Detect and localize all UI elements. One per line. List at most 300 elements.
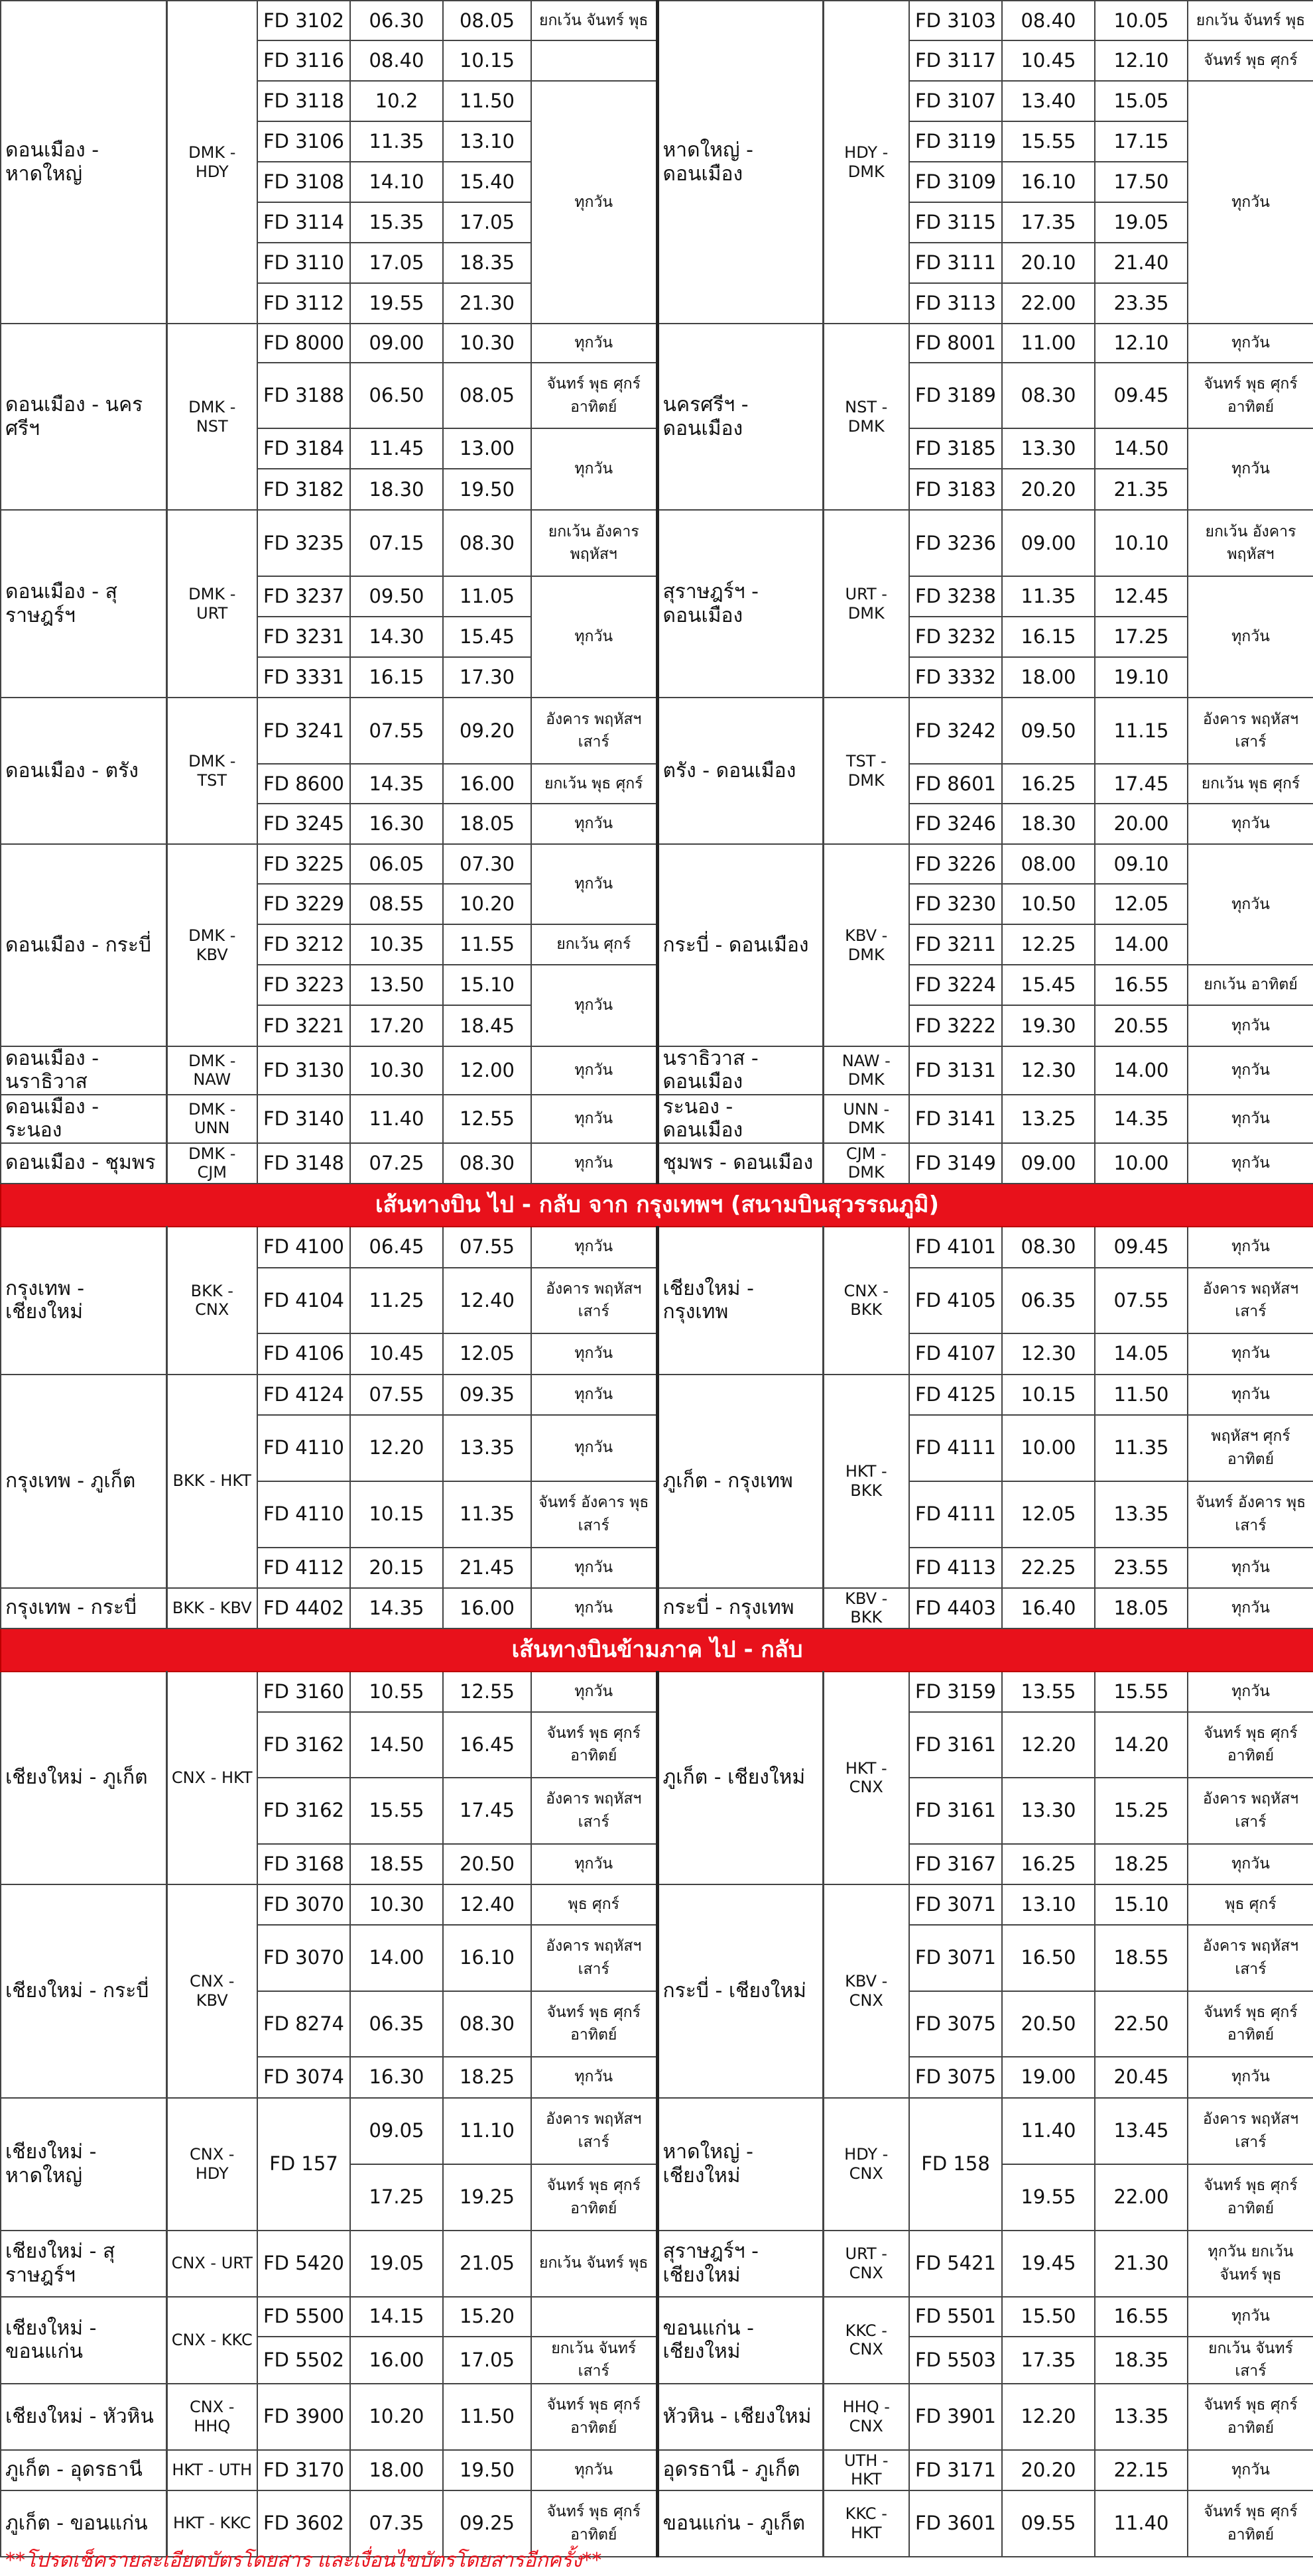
return-airport-codes: TST - DMK bbox=[823, 698, 909, 844]
return-route: เชียงใหม่ - กรุงเทพ bbox=[657, 1227, 823, 1375]
schedule-row bbox=[1, 1227, 1313, 1268]
schedule-row bbox=[1, 844, 1313, 884]
arrival-time: 08.05 bbox=[443, 363, 531, 428]
section-header: เส้นทางบิน ไป - กลับ จาก กรุงเทพฯ (สนามบินสุวรรณภูมิ) bbox=[1, 1184, 1313, 1227]
departure-time: 13.30 bbox=[1002, 1778, 1095, 1844]
outbound-route: ดอนเมือง - ระนอง bbox=[1, 1095, 166, 1143]
arrival-time: 07.55 bbox=[443, 1227, 531, 1268]
return-route: กระบี่ - ดอนเมือง bbox=[657, 844, 823, 1046]
outbound-route: กรุงเทพ - ภูเก็ต bbox=[1, 1375, 166, 1588]
arrival-time: 20.50 bbox=[443, 1844, 531, 1884]
departure-time: 20.20 bbox=[1002, 469, 1095, 510]
arrival-time: 22.00 bbox=[1095, 2164, 1188, 2231]
departure-time: 20.15 bbox=[350, 1548, 443, 1588]
departure-time: 17.35 bbox=[1002, 202, 1095, 243]
flight-number: FD 4113 bbox=[909, 1548, 1002, 1588]
operating-days: ทุกวัน bbox=[531, 1415, 657, 1481]
flight-number: FD 3141 bbox=[909, 1095, 1002, 1143]
departure-time: 16.25 bbox=[1002, 1844, 1095, 1884]
outbound-airport-codes: CNX - KKC bbox=[166, 2297, 257, 2384]
departure-time: 08.40 bbox=[350, 40, 443, 81]
departure-time: 07.25 bbox=[350, 1143, 443, 1184]
ticket-note: **โปรดเช็ครายละเอียดบัตรโดยสาร และเงื่อนไขบัตรโดยสารอีกครั้ง** bbox=[5, 2549, 602, 2572]
arrival-time: 11.10 bbox=[443, 2098, 531, 2164]
outbound-airport-codes: DMK - HDY bbox=[166, 1, 257, 324]
flight-number: FD 4111 bbox=[909, 1415, 1002, 1481]
return-airport-codes: KBV - BKK bbox=[823, 1588, 909, 1628]
arrival-time: 13.10 bbox=[443, 121, 531, 162]
departure-time: 07.35 bbox=[350, 2490, 443, 2557]
arrival-time: 17.15 bbox=[1095, 121, 1188, 162]
arrival-time: 14.00 bbox=[1095, 1046, 1188, 1095]
flight-number: FD 3171 bbox=[909, 2450, 1002, 2490]
operating-days: ทุกวัน bbox=[531, 844, 657, 924]
departure-time: 15.50 bbox=[1002, 2297, 1095, 2337]
arrival-time: 11.15 bbox=[1095, 698, 1188, 764]
arrival-time: 10.05 bbox=[1095, 1, 1188, 40]
arrival-time: 15.05 bbox=[1095, 81, 1188, 121]
return-airport-codes: HHQ - CNX bbox=[823, 2384, 909, 2450]
departure-time: 14.35 bbox=[350, 1588, 443, 1628]
flight-number: FD 4101 bbox=[909, 1227, 1002, 1268]
departure-time: 09.00 bbox=[1002, 1143, 1095, 1184]
operating-days: ทุกวัน bbox=[1188, 1143, 1313, 1184]
operating-days: ทุกวัน bbox=[1188, 1672, 1313, 1712]
arrival-time: 10.30 bbox=[443, 324, 531, 363]
outbound-route: เชียงใหม่ - กระบี่ bbox=[1, 1884, 166, 2098]
departure-time: 18.30 bbox=[350, 469, 443, 510]
flight-number: FD 4402 bbox=[257, 1588, 350, 1628]
operating-days: ยกเว้น จันทร์ เสาร์ bbox=[531, 2337, 657, 2384]
return-route: หาดใหญ่ - ดอนเมือง bbox=[657, 1, 823, 324]
return-route: สุราษฎร์ฯ - ดอนเมือง bbox=[657, 510, 823, 698]
arrival-time: 12.40 bbox=[443, 1884, 531, 1925]
arrival-time: 12.55 bbox=[443, 1672, 531, 1712]
arrival-time: 18.55 bbox=[1095, 1925, 1188, 1991]
arrival-time: 12.10 bbox=[1095, 324, 1188, 363]
operating-days: จันทร์ พุธ ศุกร์ อาทิตย์ bbox=[531, 363, 657, 428]
departure-time: 13.55 bbox=[1002, 1672, 1095, 1712]
flight-number: FD 3148 bbox=[257, 1143, 350, 1184]
arrival-time: 21.40 bbox=[1095, 243, 1188, 283]
flight-number: FD 3237 bbox=[257, 576, 350, 617]
operating-days: ทุกวัน bbox=[531, 1333, 657, 1375]
arrival-time: 21.30 bbox=[1095, 2231, 1188, 2297]
departure-time: 20.20 bbox=[1002, 2450, 1095, 2490]
operating-days: จันทร์ พุธ ศุกร์ อาทิตย์ bbox=[1188, 2164, 1313, 2231]
departure-time: 18.55 bbox=[350, 1844, 443, 1884]
arrival-time: 12.00 bbox=[443, 1046, 531, 1095]
operating-days: จันทร์ พุธ ศุกร์ อาทิตย์ bbox=[531, 2164, 657, 2231]
return-route: อุดรธานี - ภูเก็ต bbox=[657, 2450, 823, 2490]
departure-time: 10.55 bbox=[350, 1672, 443, 1712]
flight-number: FD 3074 bbox=[257, 2057, 350, 2098]
flight-number: FD 3070 bbox=[257, 1884, 350, 1925]
outbound-route: ดอนเมือง - หาดใหญ่ bbox=[1, 1, 166, 324]
arrival-time: 23.35 bbox=[1095, 283, 1188, 324]
schedule-row bbox=[1, 1672, 1313, 1712]
operating-days: อังคาร พฤหัสฯ เสาร์ bbox=[1188, 2098, 1313, 2164]
arrival-time: 15.55 bbox=[1095, 1672, 1188, 1712]
flight-number: FD 3108 bbox=[257, 162, 350, 202]
departure-time: 16.15 bbox=[1002, 617, 1095, 657]
outbound-airport-codes: HKT - UTH bbox=[166, 2450, 257, 2490]
flight-number: FD 3162 bbox=[257, 1778, 350, 1844]
flight-number: FD 3118 bbox=[257, 81, 350, 121]
departure-time: 11.25 bbox=[350, 1268, 443, 1333]
outbound-airport-codes: DMK - UNN bbox=[166, 1095, 257, 1143]
flight-number: FD 3170 bbox=[257, 2450, 350, 2490]
outbound-route: เชียงใหม่ - ภูเก็ต bbox=[1, 1672, 166, 1884]
departure-time: 11.35 bbox=[350, 121, 443, 162]
arrival-time: 08.05 bbox=[443, 1, 531, 40]
flight-number: FD 3070 bbox=[257, 1925, 350, 1991]
flight-number: FD 3109 bbox=[909, 162, 1002, 202]
operating-days: ทุกวัน bbox=[1188, 1844, 1313, 1884]
arrival-time: 21.05 bbox=[443, 2231, 531, 2297]
departure-time: 16.50 bbox=[1002, 1925, 1095, 1991]
schedule-row bbox=[1, 2384, 1313, 2450]
outbound-airport-codes: DMK - KBV bbox=[166, 844, 257, 1046]
arrival-time: 22.15 bbox=[1095, 2450, 1188, 2490]
outbound-route: กรุงเทพ - กระบี่ bbox=[1, 1588, 166, 1628]
departure-time: 10.30 bbox=[350, 1046, 443, 1095]
arrival-time: 21.45 bbox=[443, 1548, 531, 1588]
arrival-time: 17.50 bbox=[1095, 162, 1188, 202]
flight-number: FD 3149 bbox=[909, 1143, 1002, 1184]
departure-time: 12.30 bbox=[1002, 1333, 1095, 1375]
operating-days: ทุกวัน bbox=[1188, 2450, 1313, 2490]
flight-number: FD 3140 bbox=[257, 1095, 350, 1143]
flight-number: FD 3185 bbox=[909, 428, 1002, 469]
flight-number: FD 3117 bbox=[909, 40, 1002, 81]
outbound-airport-codes: CNX - HHQ bbox=[166, 2384, 257, 2450]
arrival-time: 18.35 bbox=[443, 243, 531, 283]
departure-time: 14.35 bbox=[350, 764, 443, 804]
departure-time: 19.55 bbox=[1002, 2164, 1095, 2231]
schedule-row bbox=[1, 510, 1313, 576]
operating-days: ทุกวัน bbox=[1188, 844, 1313, 965]
section-header: เส้นทางบินข้ามภาค ไป - กลับ bbox=[1, 1628, 1313, 1672]
flight-number: FD 3236 bbox=[909, 510, 1002, 576]
departure-time: 20.50 bbox=[1002, 1991, 1095, 2057]
departure-time: 07.55 bbox=[350, 698, 443, 764]
operating-days: ทุกวัน bbox=[531, 965, 657, 1046]
operating-days: ยกเว้น จันทร์ พุธ bbox=[531, 1, 657, 40]
arrival-time: 12.40 bbox=[443, 1268, 531, 1333]
departure-time: 08.30 bbox=[1002, 363, 1095, 428]
departure-time: 08.00 bbox=[1002, 844, 1095, 884]
arrival-time: 23.55 bbox=[1095, 1548, 1188, 1588]
operating-days: ทุกวัน bbox=[1188, 576, 1313, 698]
departure-time: 10.15 bbox=[350, 1481, 443, 1548]
flight-number: FD 3189 bbox=[909, 363, 1002, 428]
arrival-time: 19.10 bbox=[1095, 657, 1188, 698]
flight-number: FD 4107 bbox=[909, 1333, 1002, 1375]
arrival-time: 11.40 bbox=[1095, 2490, 1188, 2557]
flight-number: FD 3225 bbox=[257, 844, 350, 884]
arrival-time: 13.35 bbox=[1095, 1481, 1188, 1548]
outbound-route: ดอนเมือง - ตรัง bbox=[1, 698, 166, 844]
flight-number: FD 4111 bbox=[909, 1481, 1002, 1548]
arrival-time: 10.10 bbox=[1095, 510, 1188, 576]
return-airport-codes: CJM - DMK bbox=[823, 1143, 909, 1184]
arrival-time: 09.35 bbox=[443, 1375, 531, 1415]
arrival-time: 18.05 bbox=[443, 804, 531, 844]
operating-days: ทุกวัน bbox=[1188, 1333, 1313, 1375]
arrival-time: 14.20 bbox=[1095, 1712, 1188, 1778]
departure-time: 16.10 bbox=[1002, 162, 1095, 202]
departure-time: 10.45 bbox=[1002, 40, 1095, 81]
flight-number: FD 3130 bbox=[257, 1046, 350, 1095]
flight-number: FD 3116 bbox=[257, 40, 350, 81]
flight-number: FD 4110 bbox=[257, 1415, 350, 1481]
flight-number: FD 3075 bbox=[909, 2057, 1002, 2098]
arrival-time: 15.45 bbox=[443, 617, 531, 657]
arrival-time: 18.25 bbox=[443, 2057, 531, 2098]
operating-days: ทุกวัน bbox=[1188, 2057, 1313, 2098]
departure-time: 19.30 bbox=[1002, 1005, 1095, 1046]
outbound-airport-codes: DMK - NAW bbox=[166, 1046, 257, 1095]
operating-days: อังคาร พฤหัสฯ เสาร์ bbox=[1188, 1778, 1313, 1844]
departure-time: 13.30 bbox=[1002, 428, 1095, 469]
schedule-row bbox=[1, 1, 1313, 40]
arrival-time: 19.05 bbox=[1095, 202, 1188, 243]
departure-time: 18.30 bbox=[1002, 804, 1095, 844]
departure-time: 19.05 bbox=[350, 2231, 443, 2297]
schedule-row bbox=[1, 324, 1313, 363]
schedule-row bbox=[1, 1375, 1313, 1415]
operating-days: ทุกวัน bbox=[531, 1844, 657, 1884]
arrival-time: 15.10 bbox=[443, 965, 531, 1005]
flight-number: FD 8001 bbox=[909, 324, 1002, 363]
flight-number: FD 3602 bbox=[257, 2490, 350, 2557]
arrival-time: 09.25 bbox=[443, 2490, 531, 2557]
operating-days: อังคาร พฤหัสฯ เสาร์ bbox=[531, 1925, 657, 1991]
departure-time: 13.10 bbox=[1002, 1884, 1095, 1925]
flight-number: FD 3331 bbox=[257, 657, 350, 698]
flight-number: FD 3238 bbox=[909, 576, 1002, 617]
return-route: ขอนแก่น - เชียงใหม่ bbox=[657, 2297, 823, 2384]
operating-days: ทุกวัน bbox=[531, 2450, 657, 2490]
outbound-airport-codes: BKK - CNX bbox=[166, 1227, 257, 1375]
arrival-time: 15.10 bbox=[1095, 1884, 1188, 1925]
departure-time: 09.00 bbox=[350, 324, 443, 363]
arrival-time: 16.45 bbox=[443, 1712, 531, 1778]
arrival-time: 09.20 bbox=[443, 698, 531, 764]
arrival-time: 14.05 bbox=[1095, 1333, 1188, 1375]
outbound-route: กรุงเทพ - เชียงใหม่ bbox=[1, 1227, 166, 1375]
outbound-airport-codes: CNX - HDY bbox=[166, 2098, 257, 2231]
outbound-route: ภูเก็ต - ขอนแก่น bbox=[1, 2490, 166, 2557]
flight-number: FD 3332 bbox=[909, 657, 1002, 698]
flight-number: FD 3231 bbox=[257, 617, 350, 657]
arrival-time: 16.00 bbox=[443, 764, 531, 804]
arrival-time: 19.50 bbox=[443, 2450, 531, 2490]
flight-number: FD 3242 bbox=[909, 698, 1002, 764]
return-airport-codes: HDY - DMK bbox=[823, 1, 909, 324]
departure-time: 07.55 bbox=[350, 1375, 443, 1415]
operating-days: ทุกวัน bbox=[531, 2057, 657, 2098]
operating-days: ทุกวัน bbox=[1188, 1548, 1313, 1588]
departure-time: 17.20 bbox=[350, 1005, 443, 1046]
flight-number: FD 3106 bbox=[257, 121, 350, 162]
operating-days: ยกเว้น พุธ ศุกร์ bbox=[1188, 764, 1313, 804]
departure-time: 06.05 bbox=[350, 844, 443, 884]
section-header-row bbox=[1, 1628, 1313, 1672]
operating-days: ยกเว้น ศุกร์ bbox=[531, 924, 657, 965]
departure-time: 14.10 bbox=[350, 162, 443, 202]
flight-number: FD 4403 bbox=[909, 1588, 1002, 1628]
flight-number: FD 3075 bbox=[909, 1991, 1002, 2057]
outbound-airport-codes: CNX - HKT bbox=[166, 1672, 257, 1884]
return-route: ขอนแก่น - ภูเก็ต bbox=[657, 2490, 823, 2557]
operating-days: จันทร์ พุธ ศุกร์ อาทิตย์ bbox=[1188, 1712, 1313, 1778]
flight-number: FD 3900 bbox=[257, 2384, 350, 2450]
outbound-route: เชียงใหม่ - สุราษฎร์ฯ bbox=[1, 2231, 166, 2297]
arrival-time: 16.10 bbox=[443, 1925, 531, 1991]
arrival-time: 11.50 bbox=[443, 2384, 531, 2450]
departure-time: 12.20 bbox=[350, 1415, 443, 1481]
operating-days: ทุกวัน bbox=[1188, 1046, 1313, 1095]
flight-number: FD 4112 bbox=[257, 1548, 350, 1588]
arrival-time: 17.05 bbox=[443, 2337, 531, 2384]
outbound-airport-codes: CNX - KBV bbox=[166, 1884, 257, 2098]
return-route: ภูเก็ต - กรุงเทพ bbox=[657, 1375, 823, 1588]
arrival-time: 07.30 bbox=[443, 844, 531, 884]
return-route: ชุมพร - ดอนเมือง bbox=[657, 1143, 823, 1184]
return-airport-codes: UNN - DMK bbox=[823, 1095, 909, 1143]
return-airport-codes: CNX - BKK bbox=[823, 1227, 909, 1375]
arrival-time: 12.10 bbox=[1095, 40, 1188, 81]
operating-days bbox=[531, 2297, 657, 2337]
operating-days: ทุกวัน bbox=[1188, 2297, 1313, 2337]
flight-number: FD 3232 bbox=[909, 617, 1002, 657]
departure-time: 10.2 bbox=[350, 81, 443, 121]
departure-time: 09.50 bbox=[1002, 698, 1095, 764]
arrival-time: 11.55 bbox=[443, 924, 531, 965]
arrival-time: 13.35 bbox=[443, 1415, 531, 1481]
departure-time: 10.20 bbox=[350, 2384, 443, 2450]
schedule-row bbox=[1, 2297, 1313, 2337]
arrival-time: 22.50 bbox=[1095, 1991, 1188, 2057]
return-airport-codes: KKC - CNX bbox=[823, 2297, 909, 2384]
arrival-time: 13.00 bbox=[443, 428, 531, 469]
arrival-time: 12.55 bbox=[443, 1095, 531, 1143]
return-route: หาดใหญ่ - เชียงใหม่ bbox=[657, 2098, 823, 2231]
flight-number: FD 8600 bbox=[257, 764, 350, 804]
departure-time: 16.15 bbox=[350, 657, 443, 698]
outbound-route: ดอนเมือง - ชุมพร bbox=[1, 1143, 166, 1184]
flight-number: FD 4106 bbox=[257, 1333, 350, 1375]
return-route: หัวหิน - เชียงใหม่ bbox=[657, 2384, 823, 2450]
operating-days: อังคาร พฤหัสฯ เสาร์ bbox=[531, 2098, 657, 2164]
schedule-row bbox=[1, 1143, 1313, 1184]
arrival-time: 08.30 bbox=[443, 1143, 531, 1184]
departure-time: 06.35 bbox=[1002, 1268, 1095, 1333]
flight-number: FD 3162 bbox=[257, 1712, 350, 1778]
departure-time: 12.30 bbox=[1002, 1046, 1095, 1095]
arrival-time: 15.40 bbox=[443, 162, 531, 202]
arrival-time: 21.30 bbox=[443, 283, 531, 324]
return-route: ตรัง - ดอนเมือง bbox=[657, 698, 823, 844]
flight-number: FD 5421 bbox=[909, 2231, 1002, 2297]
outbound-route: ดอนเมือง - กระบี่ bbox=[1, 844, 166, 1046]
flight-number: FD 157 bbox=[257, 2098, 350, 2231]
return-airport-codes: HKT - CNX bbox=[823, 1672, 909, 1884]
arrival-time: 18.05 bbox=[1095, 1588, 1188, 1628]
flight-number: FD 3224 bbox=[909, 965, 1002, 1005]
outbound-airport-codes: DMK - CJM bbox=[166, 1143, 257, 1184]
departure-time: 15.35 bbox=[350, 202, 443, 243]
departure-time: 07.15 bbox=[350, 510, 443, 576]
operating-days: ทุกวัน bbox=[531, 1227, 657, 1268]
departure-time: 13.25 bbox=[1002, 1095, 1095, 1143]
outbound-airport-codes: BKK - HKT bbox=[166, 1375, 257, 1588]
departure-time: 09.00 bbox=[1002, 510, 1095, 576]
arrival-time: 10.15 bbox=[443, 40, 531, 81]
departure-time: 12.25 bbox=[1002, 924, 1095, 965]
departure-time: 18.00 bbox=[1002, 657, 1095, 698]
outbound-route: ดอนเมือง - นราธิวาส bbox=[1, 1046, 166, 1095]
arrival-time: 17.45 bbox=[443, 1778, 531, 1844]
schedule-row bbox=[1, 2098, 1313, 2164]
operating-days: ทุกวัน bbox=[531, 324, 657, 363]
departure-time: 12.20 bbox=[1002, 1712, 1095, 1778]
flight-number: FD 3183 bbox=[909, 469, 1002, 510]
outbound-airport-codes: CNX - URT bbox=[166, 2231, 257, 2297]
arrival-time: 18.45 bbox=[443, 1005, 531, 1046]
arrival-time: 09.10 bbox=[1095, 844, 1188, 884]
departure-time: 14.00 bbox=[350, 1925, 443, 1991]
arrival-time: 18.25 bbox=[1095, 1844, 1188, 1884]
departure-time: 10.15 bbox=[1002, 1375, 1095, 1415]
departure-time: 11.40 bbox=[1002, 2098, 1095, 2164]
departure-time: 11.00 bbox=[1002, 324, 1095, 363]
outbound-airport-codes: DMK - NST bbox=[166, 324, 257, 510]
flight-number: FD 3161 bbox=[909, 1712, 1002, 1778]
operating-days: จันทร์ พุธ ศุกร์ bbox=[1188, 40, 1313, 81]
operating-days: จันทร์ อังคาร พุธ เสาร์ bbox=[1188, 1481, 1313, 1548]
departure-time: 06.50 bbox=[350, 363, 443, 428]
flight-number: FD 4124 bbox=[257, 1375, 350, 1415]
return-route: สุราษฎร์ฯ - เชียงใหม่ bbox=[657, 2231, 823, 2297]
departure-time: 14.50 bbox=[350, 1712, 443, 1778]
return-route: นครศรีฯ - ดอนเมือง bbox=[657, 324, 823, 510]
schedule-row bbox=[1, 1884, 1313, 1925]
departure-time: 22.00 bbox=[1002, 283, 1095, 324]
arrival-time: 16.00 bbox=[443, 1588, 531, 1628]
flight-number: FD 3160 bbox=[257, 1672, 350, 1712]
flight-number: FD 3222 bbox=[909, 1005, 1002, 1046]
operating-days: พุธ ศุกร์ bbox=[531, 1884, 657, 1925]
flight-number: FD 3161 bbox=[909, 1778, 1002, 1844]
flight-number: FD 3229 bbox=[257, 884, 350, 924]
return-airport-codes: UTH - HKT bbox=[823, 2450, 909, 2490]
operating-days: อังคาร พฤหัสฯ เสาร์ bbox=[1188, 1268, 1313, 1333]
arrival-time: 11.50 bbox=[1095, 1375, 1188, 1415]
departure-time: 12.20 bbox=[1002, 2384, 1095, 2450]
flight-number: FD 3182 bbox=[257, 469, 350, 510]
outbound-route: เชียงใหม่ - หัวหิน bbox=[1, 2384, 166, 2450]
outbound-airport-codes: DMK - URT bbox=[166, 510, 257, 698]
operating-days bbox=[531, 40, 657, 81]
flight-number: FD 3901 bbox=[909, 2384, 1002, 2450]
flight-number: FD 4125 bbox=[909, 1375, 1002, 1415]
flight-number: FD 8274 bbox=[257, 1991, 350, 2057]
flight-number: FD 8000 bbox=[257, 324, 350, 363]
operating-days: ทุกวัน bbox=[1188, 81, 1313, 324]
